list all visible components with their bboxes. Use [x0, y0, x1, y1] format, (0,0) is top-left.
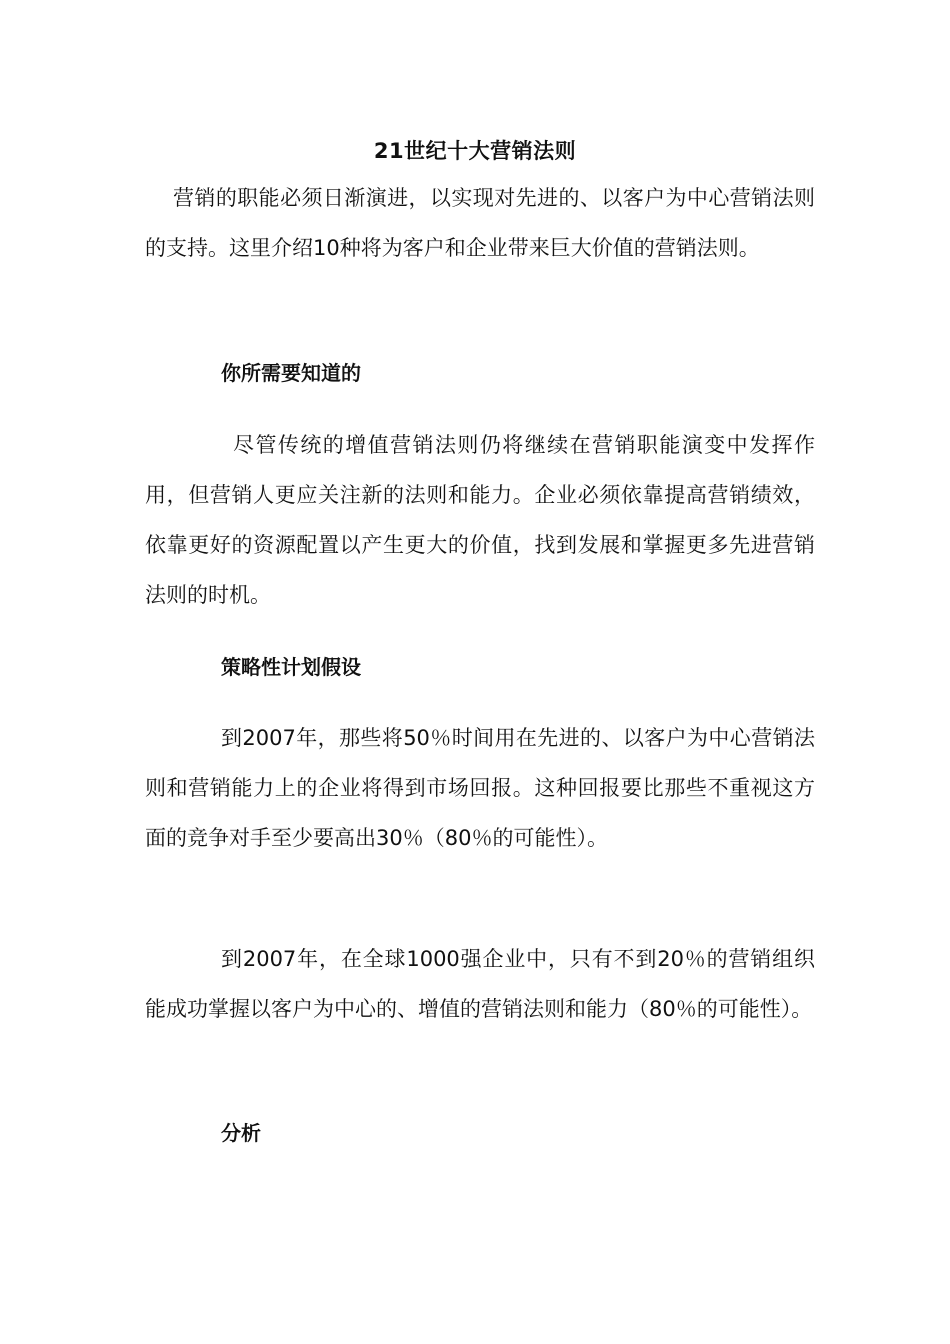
assumption-paragraph-1: 到2007年，那些将50％时间用在先进的、以客户为中心营销法则和营销能力上的企业将得到市场回报。这种回报要比那些不重视这方面的竞争对手至少要高出30％（80％的可能性）。	[145, 726, 815, 850]
heading-analysis: 分析	[221, 1121, 261, 1145]
intro-paragraph: 营销的职能必须日渐演进，以实现对先进的、以客户为中心营销法则的支持。这里介绍10种将为客户和企业带来巨大价值的营销法则。	[145, 186, 815, 260]
know-paragraph: 尽管传统的增值营销法则仍将继续在营销职能演变中发挥作用，但营销人更应关注新的法则和能力。企业必须依靠提高营销绩效，依靠更好的资源配置以产生更大的价值，找到发展和掌握更多先进营销法则的时机。	[145, 433, 815, 607]
document-title: 21世纪十大营销法则	[373, 139, 577, 163]
heading-strategic-planning-assumption: 策略性计划假设	[221, 655, 361, 679]
assumption-paragraph-2: 到2007年，在全球1000强企业中，只有不到20％的营销组织能成功掌握以客户为中心的、增值的营销法则和能力（80％的可能性）。	[145, 947, 815, 1021]
heading-what-you-need-to-know: 你所需要知道的	[221, 361, 361, 385]
